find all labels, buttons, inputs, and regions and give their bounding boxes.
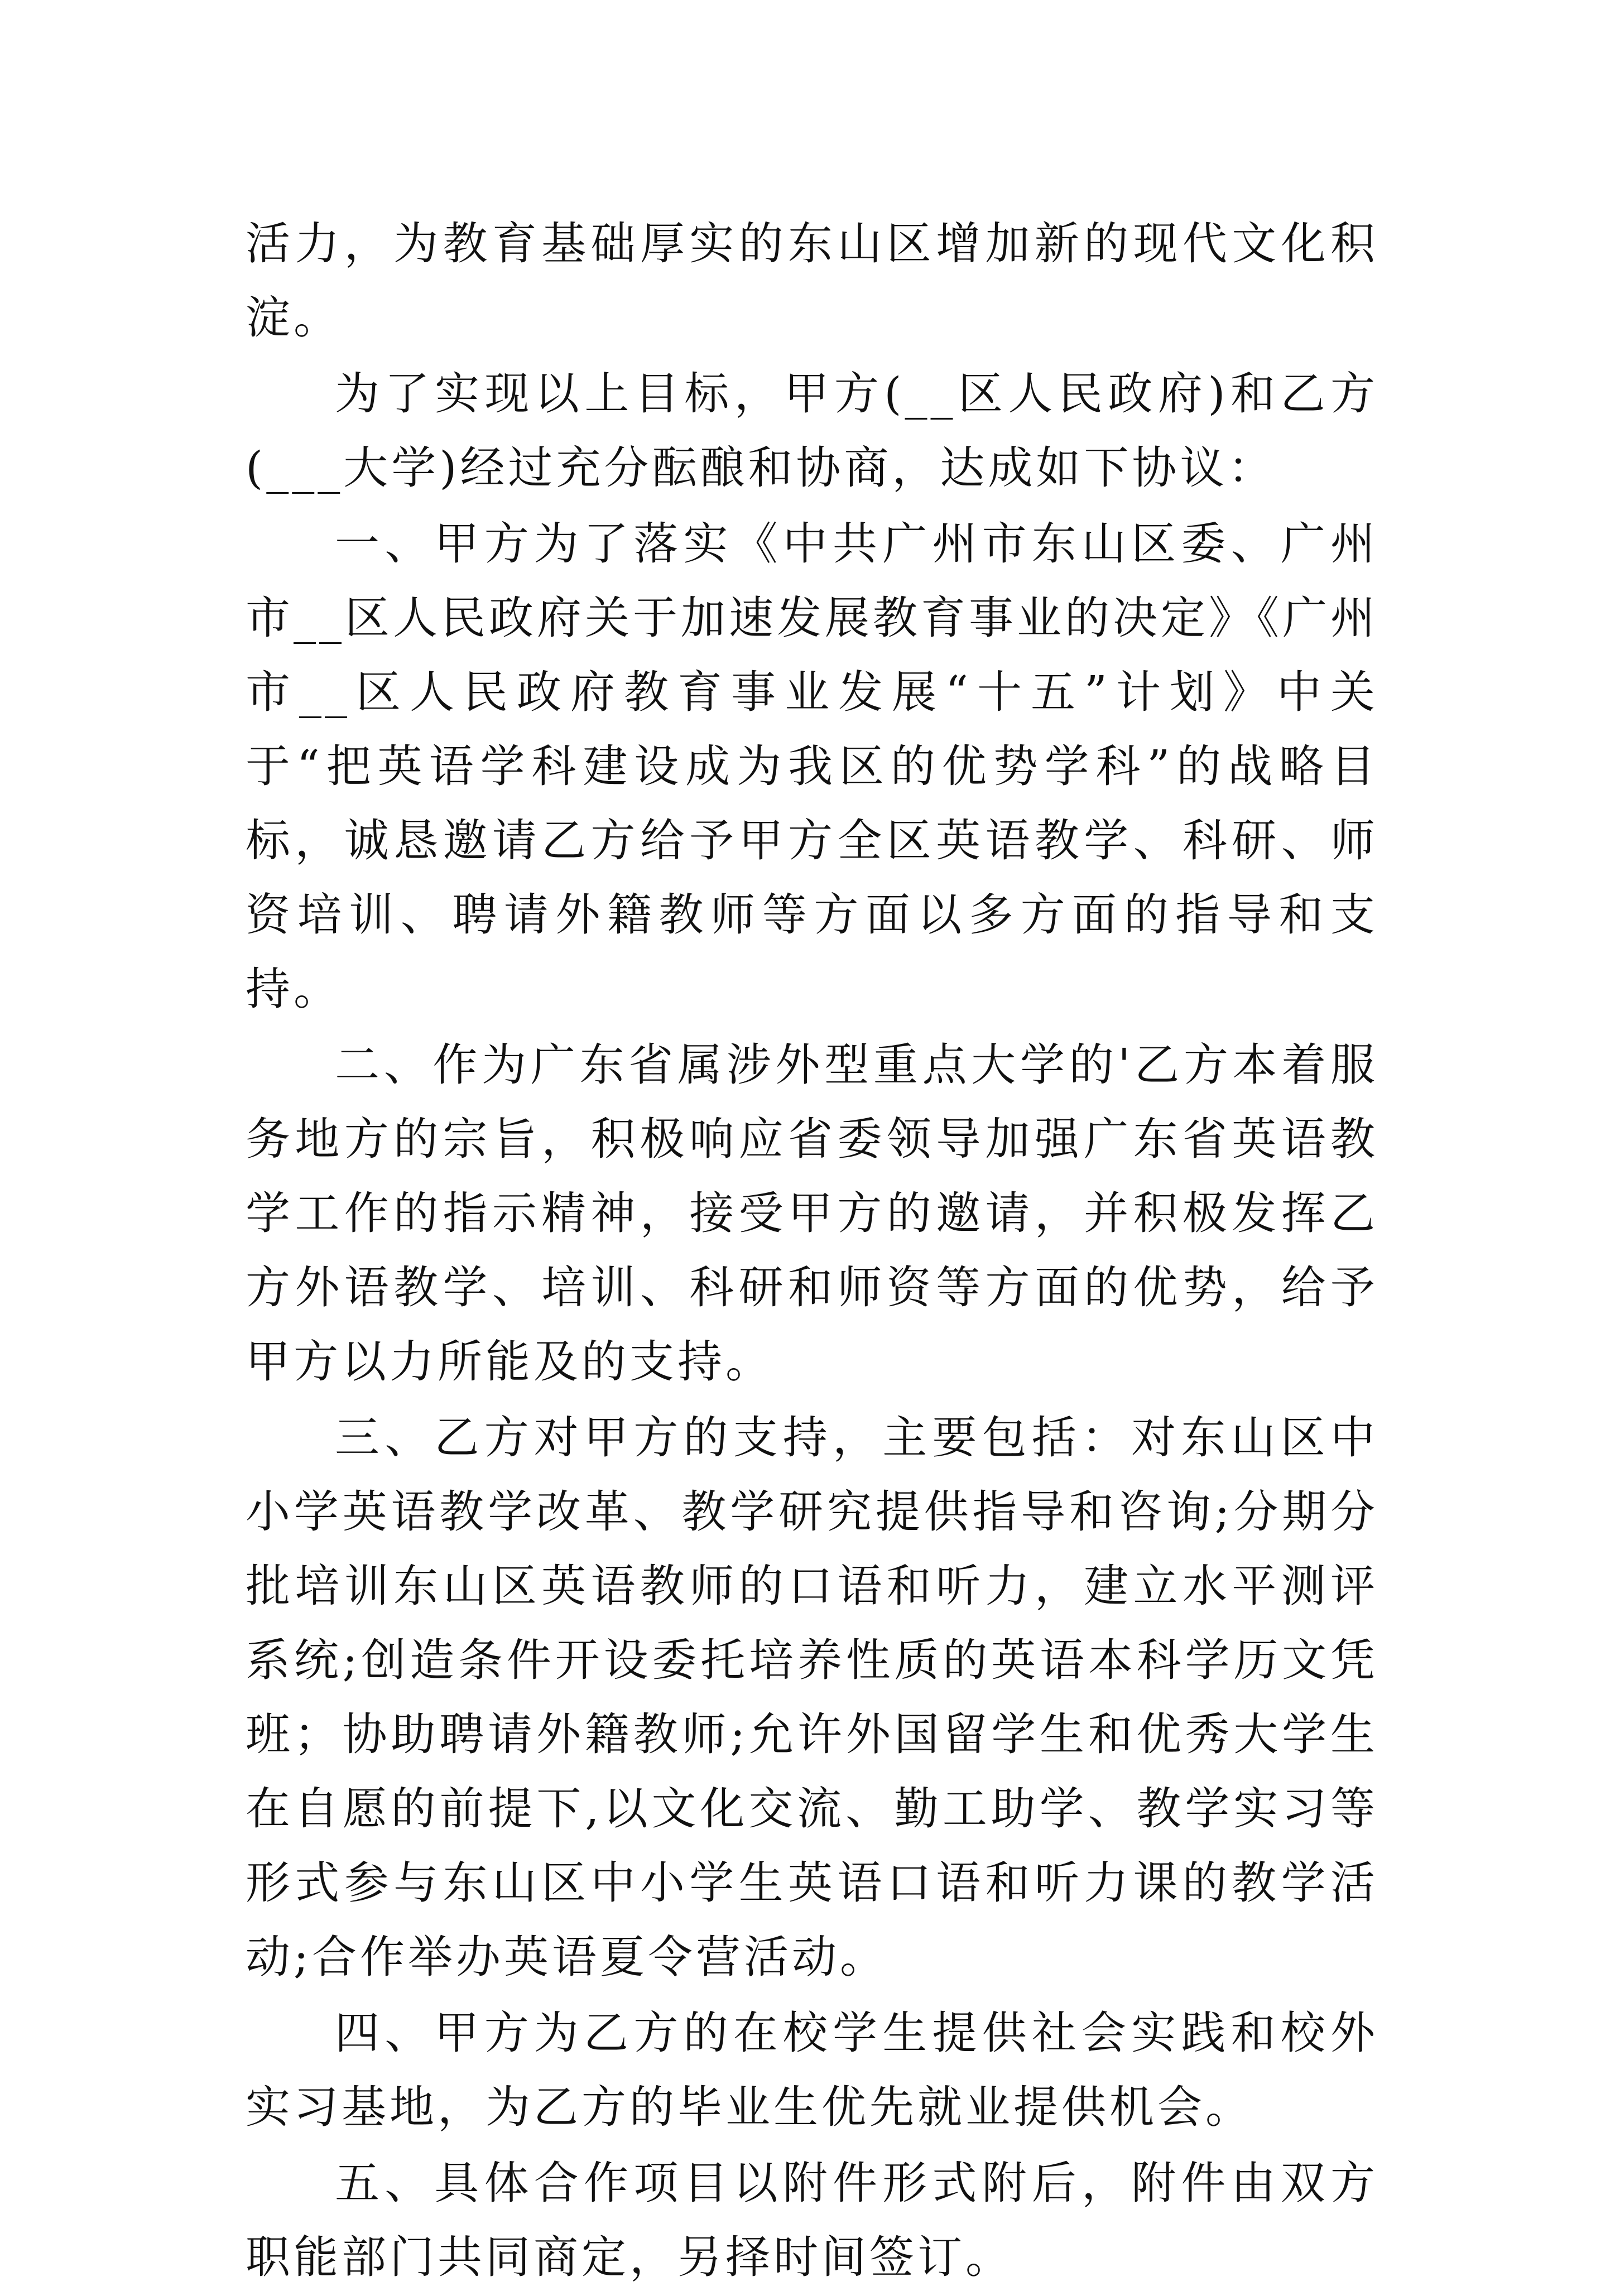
agreement-body bbox=[246, 206, 1378, 2296]
paragraph-clause-4: 四、甲方为乙方的在校学生提供社会实践和校外实习基地，为乙方的毕业生优先就业提供机会。 bbox=[246, 2007, 1378, 2133]
paragraph-clause-3: 三、乙方对甲方的支持，主要包括：对东山区中小学英语教学改革、教学研究提供指导和咨询;分期分批培训东山区英语教师的口语和听力，建立水平测评系统;创造条件开设委托培养性质的英语本科学历文凭班；协助聘请外籍教师;允许外国留学生和优秀大学生在自愿的前提下,以文化交流、勤工助学、教学实习等形式参与东山区中小学生英语口语和听力课的教学活动;合作举办英语夏令营活动。 bbox=[246, 1412, 1378, 1983]
paragraph-clause-1: 一、甲方为了落实《中共广州市东山区委、广州市__区人民政府关于加速发展教育事业的决定》《广州市__区人民政府教育事业发展“十五”计划》中关于“把英语学科建设成为我区的优势学科”的战略目标，诚恳邀请乙方给予甲方全区英语教学、科研、师资培训、聘请外籍教师等方面以多方面的指导和支持。 bbox=[246, 518, 1378, 1015]
paragraph-intro: 为了实现以上目标，甲方(__区人民政府)和乙方(___大学)经过充分酝酿和协商，达成如下协议： bbox=[246, 368, 1378, 494]
paragraph-clause-5: 五、具体合作项目以附件形式附后，附件由双方职能部门共同商定，另择时间签订。 bbox=[246, 2157, 1378, 2283]
paragraph-continued: 活力，为教育基础厚实的东山区增加新的现代文化积淀。 bbox=[246, 218, 1378, 344]
paragraph-clause-2: 二、作为广东省属涉外型重点大学的'乙方本着服务地方的宗旨，积极响应省委领导加强广东省英语教学工作的指示精神，接受甲方的邀请，并积极发挥乙方外语教学、培训、科研和师资等方面的优势，给予甲方以力所能及的支持。 bbox=[246, 1039, 1378, 1388]
